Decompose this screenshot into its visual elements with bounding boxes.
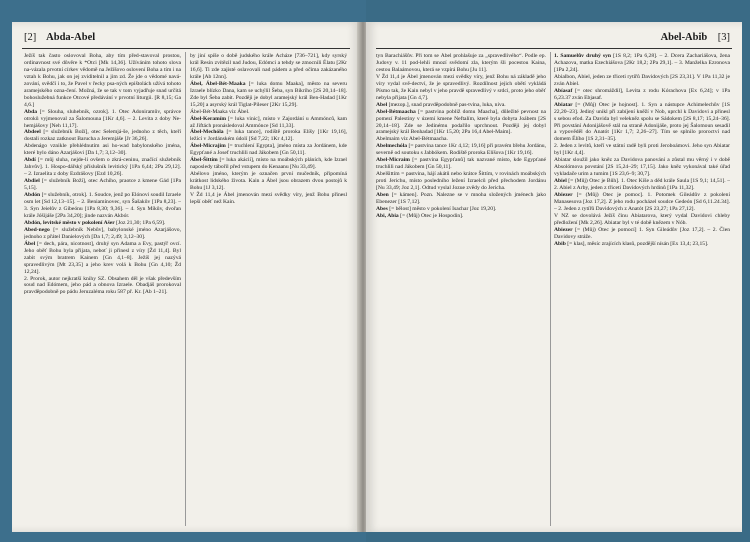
- entry: Abib [= klas], měsíc zrajících klasů, pozdější nísán [Ex 13,4; 23,15].: [554, 240, 709, 247]
- entry: Abdón [= služebník, otrok]. 1. Soudce, jenž po Elónovi soudil Izraele osm let [Sd 12,13–15]. – 2. Beniamínovec, syn Šašakův [1Pa 8,23]. – 3. Syn Jeielův z Gibeónu [1Pa 8,30; 9,36]. – 4. Syn Míkův, dvořan krále Jóšijáše [2Pa 34,20]; jinde nazván Akbór.: [24, 192, 181, 219]
- entry: Abélovo jméno, kterým je označen první mučedník, připomíná krátkost lidského života. Kain a Ábel jsou obrazem dvou postojů k Bohu [1J 3,12].: [190, 171, 347, 192]
- right-page-title: Abel-Abib: [660, 32, 708, 43]
- entry: Abdiel [= služebník Boží], otec Achího, praotce z kmene Gád [1Pa 5,15].: [24, 178, 181, 192]
- entry: Abelmaim viz Abel-Bétmaacha.: [376, 136, 448, 143]
- entry: V Žd 11,4 je Ábel jmenován mezi svědky víry, jenž Bohu ná základě jeho víry vydal svě-dectví, že je spravedlivý. Rozdílnost jejich obětí vykládá Písmo tak, že Kain nebyl v jeho pravdě spravedlivý v srdci, proto jeho oběť nebyla přijata [Gn 4,7].: [376, 73, 546, 101]
- entry: Aben [= kámen]. Pozn. Nalezne se v mnoha složených jménech jako Ebenezer [1S 7,12].: [376, 192, 546, 206]
- entry: Abelšittím = pastvina, hájí akátů nebo krátce Šittím, v rovinách moábských proti Jerichu, místo posledního ležení Izraelců před přechodem Jordánu [Nu 33,49; Joz 2,1]. Odtud vyslal Jozue zvědy do Jericha.: [376, 171, 546, 192]
- entry: Ábel, Ábel-Bét-Maaka [= luka domu Maaka], město na severu Izraele blízko Dana, kam se uchýlil Šeba, syn Bikrího [2S 20,14–18]. Zde byl Šeba zabit. Později je dobyl aramejský král Ben-Hadad [1Kr 15,20] a asyrský král Tiglat-Pileser [2Kr 15,29].: [190, 80, 347, 108]
- right-column-1: [376, 53, 546, 526]
- entry: Abiezer [= (Můj) Otec je pomoc]. 1. Potomek Gileádův z pokolení Manasesova [Joz 17,2]. Z jeho rodu pocházel soudce Gedeón [Sd 6,11.24.34]. – 2. Jeden z rytířů Davidových z Anatót [2S 23,27; 1Pa 27,12].: [554, 192, 730, 212]
- left-header-rule: [22, 48, 350, 49]
- right-column-divider: [550, 52, 551, 526]
- entry: Ábel-Šittím [= luka akácií], místo na moábských pláních, kde Izrael naposledy tábořil před vstupem do Kenaanu [Nu 33,49].: [190, 157, 347, 171]
- entry: Abes [= bělost] město v pokolení Isachar [Joz 19,20].: [376, 205, 497, 212]
- right-page-header: [661, 32, 730, 43]
- entry: Abdenágo vznikle přehlédnutím asi ho-wad babylonského jména, které bylo dáno Azarjášovi [Da 1,7; 3,12–30].: [24, 143, 181, 157]
- left-page-number: [2]: [24, 32, 37, 43]
- entry: Abialbon, Abiel, jeden ze třiceti rytířů Davidových [2S 23,31]. V 1Pa 11,32 je zván Abiel.: [554, 73, 730, 87]
- entry: Ábel [= dech, pára, nicotnost], druhý syn Adama a Evy, pastýř ovcí. Jeho oběť Bohu byla přijata, neboť ji přinesl z víry [Žd 11,4]. Byl zabit svým bratrem Kainem [Gn 4,1–8]. Ježíš jej nazývá spravedlivým [Mt 23,35] a jeho krev volá k Bohu [Gn 4,10; Žd 12,24].: [24, 240, 181, 275]
- right-page-number: [3]: [717, 32, 730, 43]
- entry: Abel [mezop.], snad pravděpodobně pas-tvina, luka, niva.: [376, 101, 506, 108]
- entry: Abelmechóla [= pastvina tance 1Kr 4,12; 19,16] při pravém břehu Jordánu, severně od soutoku s Jabbókem. Rodiště proroka Elíšova [1Kr 19,16].: [376, 143, 546, 157]
- entry: Abiel [= (Můj) Otec je Bůh]. 1. Otec Kíše a děd krále Saula [1S 9,1; 14,51]. – 2. Abiel z Arby, jeden z třiceti Davidových hrdinů [1Pa 11,32].: [554, 178, 730, 192]
- left-column-2: [190, 53, 347, 526]
- right-header-rule: [376, 48, 732, 49]
- entry: Abíasaf [= otec shromáždil], Levita z rodu Kórachova [Ex 6,24]; v 1Pa 6,23.37 zván Ebjasaf.: [554, 87, 730, 101]
- entry: 2. Jeden z levitů, kteří ve státní radě byli proti Jeroboámovi. Jeho syn Abiatar byl [1Kr 4,4].: [554, 143, 730, 157]
- entry: V NZ se dovolává Ježíš činu Abiatarova, který vydal Davidovi chleby předložení [Mk 2,26]. Abiatar byl v té době knězem v Nób.: [554, 212, 730, 226]
- entry: Ábel-Micrajim [= truchlení Egypta], jméno místa za Jordánem, kde Egypťané a Josef truchlili nad Jákobem [Gn 50,11].: [190, 143, 347, 157]
- left-column-divider: [185, 52, 186, 526]
- entry: Abi, Abia [= (Můj) Otec je Hospodin].: [376, 212, 464, 219]
- left-page-title: Abda-Abel: [46, 32, 96, 43]
- left-page-header: [24, 32, 95, 43]
- entry: by jiní spíše o době judského krále Acháze [736–721], kdy syrský král Resín zvítězil nad Judou, Edómci a tehdy se zmocnili Élatu [2Kr 16,6]. Ti zde zajisté oslavovali nad pádem a před očima zakázaného krále [Ab 12nn].: [190, 53, 347, 80]
- right-page: [366, 22, 742, 532]
- entry: Ábel-Keramím [= luka vinic], místo v Zajordání u Ammónců, kam až Jiftách pronásledoval Ammónce [Sd 11,33].: [190, 115, 347, 129]
- right-column-2: [554, 53, 730, 526]
- entry: Abel-Bétmaacha [= pastvina pobliž domu Maacha], důležité pevnost na pomezí Palestiny v území kmene Neftalím, které byla dobyta Joábem [2S 20,14–18]. Zde se Jedinému podařilo uprchnout. Později jej dobyl aramejský král Benhadad [1Kr 15,20; 2Pa 16,4 Abel-Maim].: [376, 108, 546, 136]
- entry: V Žd 11,4 je Ábel jmenován mezi svědky víry, jenž Bohu přinesl lepší oběť než Kain.: [190, 192, 347, 206]
- entry: Abed-nego [= služebník Nebův], babylonské jméno Azarjášovo, jednoho z přátel Danielových [Da 1,7; 2,49; 3,12–30].: [24, 226, 181, 240]
- entry: 2. Prorok, autor nejkratší knihy SZ. Obsahem děl je však především soud nad Edómem, jeho pád a obnova Izraele. Obadjáš prorokoval pravděpodobně po pádu Jeruzaléma roku 587 př. Kr. [Ab 1–21].: [24, 275, 181, 296]
- entry: tyn Barachiášův. Při tom se Ábel prohlašuje za „spravedlivého“. Podle ep. Judovy v. 11 pod-lehli mnozí svědomí zla, kterým šli pocestou Kaina, cestou Balaámovou, která se vzpírá Bohu [Ju 11].: [376, 53, 546, 73]
- entry: Ábel-Bét-Maaka viz Ábel.: [190, 108, 250, 115]
- entry: Abdón, levitské město v pokolení Ašer [Joz 21,30; 1Pa 6,59].: [24, 219, 166, 226]
- left-column-1: [24, 53, 181, 526]
- entry: Ábel-Mechóla [= luka tance], rodiště proroka Elíšy [1Kr 19,16], ležící v Jordánském údolí [Sd 7,22; 1Kr 4,12].: [190, 129, 347, 143]
- entry: Abda [= Slouha, sluhebník, ozrok]. 1. Otec Adoniramův, správce otroků vyjmenoval za Šalomouna [1Kr 4,6]. – 2. Levita z doby Ne-hemjášovy [Neh 11,17].: [24, 108, 181, 129]
- entry: 1. Samuelův druhý syn [1S 8,2; 1Pa 6,28]. – 2. Dcera Zachariášova, žena Achazova, matka Ezechiášova [2Kr 18,2; 2Pa 29,1]. – 3. Manželka Ezronova [1Pa 2,24].: [554, 53, 730, 73]
- entry: Abiatar sloužil jako kněz za Davidova panování a zůstal mu věrný i v době Absolómova povstání [2S 15,24–29; 17,15]. Jako kněz vykonával také úřad vykladače urim a tumim [1S 23,6–9; 30,7].: [554, 157, 730, 178]
- entry: Abel-Micraim [= pastvina Egypťanů] tak nazvané místo, kde Egypťané truchlili nad Jákobem [Gn 50,11].: [376, 157, 546, 171]
- entry: Abiatar [= (Můj) Otec je hojnost]. 1. Syn a nástupce Achimelechův [1S 22,20–23]. Jediný unikl při zabíjení kněží v Nob, uprchl k Davidovi a přinesl s sebou efod. Za Davida byl velekněz spolu se Sádokem [2S 8,17; 15,24–36]. Při povstání Adonijášově stál na straně Adonijáše, proto jej Šalomoun sesadil a vypověděl do Anatót [1Kr 1,7; 2,26–27]. Tím se splnilo proroctví nad domem Élího [1S 2,31–35].: [554, 101, 730, 143]
- entry: Ježíš tak často oslovoval Boha, aby tím před-stavoval prostou, ordinavnost své důvěre k *Otci [Mk 14,36]. Užíváním tohoto slova na-vázala prvotní církev vědomě na Ježíšovo oslovení Boha a tím i na vztah k Bohu, jak on jej zviditelnil a jim zd. Že jde o vědomé navá-zování, svědčí i to, že Pavel v řecky psa-ných epištolách užívá tohoto aramejského ozna-čení. Možná, že se tak v tom vyjadřuje snad určitá bohoslužebná funkce Otcové předávání v prvotní liturgii. [R 8,15; Ga 4,6.]: [24, 53, 181, 108]
- entry: Abdeel [= služebník Boží], otec Selemjá-še, jednoho z těch, kteří dostali rozkaz zatknout Barucha a Jeremjáše [Jr 36,26].: [24, 129, 181, 143]
- left-page: [12, 22, 360, 532]
- entry: Abiezer [= (Můj) Otec je pomocí] 1. Syn Gileádův [Joz 17,2]. – 2. Člen Davidovy stráže.: [554, 226, 730, 240]
- entry: Abdí [= můj sluha, nejde-li ovšem o zkrá-ceninu, značící služebník Jahvův]. 1. Hospo-dářský příslušník levitický [1Pa 6,44; 2Pa 29,12]. – 2. Izraelita z doby Ezdrášovy [Ezd 10,26].: [24, 157, 181, 178]
